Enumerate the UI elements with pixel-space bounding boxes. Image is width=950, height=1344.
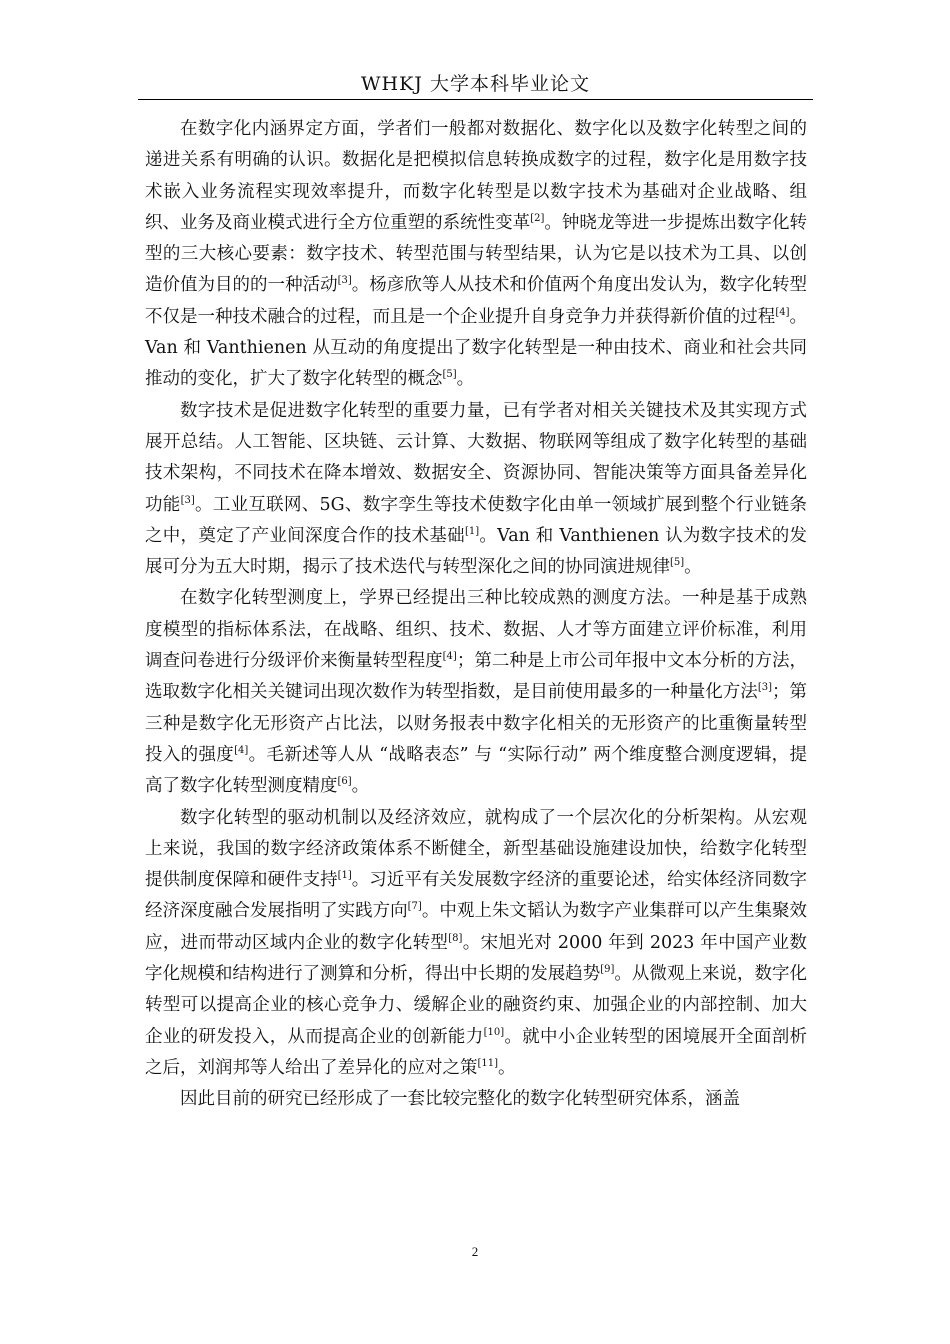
citation: [10] xyxy=(483,1026,505,1038)
text-run: 因此目前的研究已经形成了一套比较完整化的数字化转型研究体系，涵盖 xyxy=(180,1089,740,1110)
paragraph-4 xyxy=(145,803,807,1085)
text-run: 。钟晓龙等进一步提炼出数字化转型的三大核心要素：数字技术、转型范围与转型结果，认为它是以技术为工具、以创造价值为目的的一种活动 xyxy=(145,212,808,296)
text-run: 。从微观上来说，数字化转型可以提高企业的核心竞争力、缓解企业的融资约束、加强企业的内部控制、加大企业的研发投入，从而提高企业的创新能力 xyxy=(145,964,808,1047)
text-run: 在数字化转型测度上，学界已经提出三种比较成熟的测度方法。一种是基于成熟度模型的指标体系法，在战略、组织、技术、数据、人才等方面建立评价标准，利用调查问卷进行分级评价来衡量转型程度 xyxy=(145,588,807,672)
text-run: 。 xyxy=(456,369,475,390)
paragraph-2 xyxy=(145,396,807,584)
text-run: 。杨彦欣等人从技术和价值两个角度出发认为，数字化转型不仅是一种技术融合的过程，而且是一个企业提升自身竞争力并获得新价值的过程 xyxy=(145,275,808,327)
paragraph-1 xyxy=(145,114,807,396)
page-number xyxy=(0,1244,950,1260)
citation: [1] xyxy=(464,525,480,537)
text-run: 。 xyxy=(498,1057,516,1078)
text-run: ；第二种是上市公司年报中文本分析的方法，选取数字化相关关键词出现次数作为转型指数，是目前使用最多的一种量化方法 xyxy=(145,651,807,703)
text-run: ；第三种是数字化无形资产占比法，以财务报表中数字化相关的无形资产的比重衡量转型投入的强度 xyxy=(145,682,808,765)
citation: [2] xyxy=(530,212,545,224)
text-run: 。 xyxy=(684,557,702,578)
text-run: 。宋旭光对 2000 年到 2023 年中国产业数字化规模和结构进行了测算和分析，得出中长期的发展趋势 xyxy=(145,932,807,985)
citation: [9] xyxy=(600,964,615,976)
text-run: 。 xyxy=(351,776,370,797)
body-text xyxy=(145,114,807,1116)
text-run: 数字化转型的驱动机制以及经济效应，就构成了一个层次化的分析架构。从宏观上来说，我国的数字经济政策体系不断健全，新型基础设施建设加快，给数字化转型提供制度保障和硬件支持 xyxy=(145,807,807,891)
citation: [11] xyxy=(477,1057,499,1069)
page-header xyxy=(138,70,813,98)
text-run: 。毛新述等人从 “战略表态” 与 “实际行动” 两个维度整合测度逻辑，提高了数字化转型测度精度 xyxy=(145,744,807,797)
citation: [8] xyxy=(448,932,463,944)
paragraph-5 xyxy=(145,1084,807,1115)
citation: [4] xyxy=(775,306,790,318)
paragraph-3 xyxy=(145,583,807,802)
text-run: 。习近平有关发展数字经济的重要论述，给实体经济同数字经济深度融合发展指明了实践方向 xyxy=(145,870,808,922)
text-run: 。Van 和 Vanthienen 认为数字技术的发展可分为五大时期，揭示了技术迭代与转型深化之间的协同演进规律 xyxy=(145,525,807,578)
citation: [3] xyxy=(757,682,772,694)
citation: [5] xyxy=(442,369,457,381)
citation: [5] xyxy=(670,557,685,569)
text-run: 。Van 和 Vanthienen 从互动的角度提出了数字化转型是一种由技术、商业和社会共同推动的变化，扩大了数字化转型的概念 xyxy=(145,306,808,390)
text-run: 。就中小企业转型的困境展开全面剖析之后，刘润邦等人给出了差异化的应对之策 xyxy=(145,1026,808,1078)
citation: [3] xyxy=(337,275,352,287)
text-run: 。中观上朱文韬认为数字产业集群可以产生集聚效应，进而带动区域内企业的数字化转型 xyxy=(145,901,808,953)
citation: [4] xyxy=(442,651,457,663)
citation: [6] xyxy=(337,776,352,788)
citation: [4] xyxy=(234,744,249,756)
text-run: 数字技术是促进数字化转型的重要力量，已有学者对相关关键技术及其实现方式展开总结。人工智能、区块链、云计算、大数据、物联网等组成了数字化转型的基础技术架构，不同技术在降本增效、数据安全、资源协同、智能决策等方面具备差异化功能 xyxy=(145,400,807,515)
header-rule xyxy=(138,99,813,100)
page-number-value: 2 xyxy=(471,1244,479,1259)
citation: [1] xyxy=(337,870,352,882)
header-title: WHKJ 大学本科毕业论文 xyxy=(361,73,590,95)
text-run: 。工业互联网、5G、数字孪生等技术使数字化由单一领域扩展到整个行业链条之中，奠定了产业间深度合作的技术基础 xyxy=(145,494,807,546)
citation: [3] xyxy=(180,494,195,506)
text-run: 在数字化内涵界定方面，学者们一般都对数据化、数字化以及数字化转型之间的递进关系有明确的认识。数据化是把模拟信息转换成数字的过程，数字化是用数字技术嵌入业务流程实现效率提升，而数字化转型是以数字技术为基础对企业战略、组织、业务及商业模式进行全方位重塑的系统性变革 xyxy=(145,119,807,233)
citation: [7] xyxy=(407,901,422,913)
